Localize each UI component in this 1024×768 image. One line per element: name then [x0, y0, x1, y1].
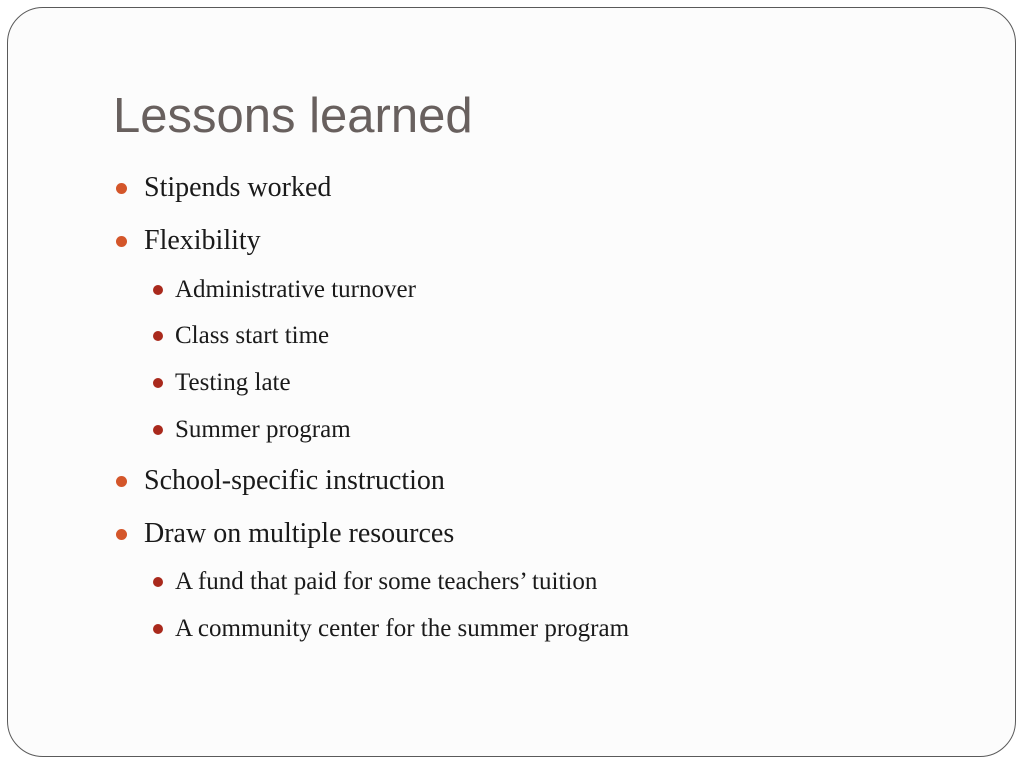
bullet-item — [144, 517, 454, 551]
bullet-dot-icon — [116, 476, 127, 487]
slide-title: Lessons learned — [113, 89, 473, 143]
sub-bullet-text: A fund that paid for some teachers’ tuition — [175, 568, 598, 595]
bullet-dot-icon — [116, 183, 127, 194]
bullet-dot-icon — [116, 236, 127, 247]
sub-bullet-text: A community center for the summer program — [175, 615, 630, 642]
sub-bullet-text: Class start time — [175, 322, 330, 349]
bullet-dot-icon — [153, 378, 163, 388]
sub-bullet-text: Summer program — [175, 416, 351, 443]
sub-bullet-item — [175, 321, 329, 351]
bullet-dot-icon — [153, 425, 163, 435]
bullet-text: Flexibility — [144, 225, 261, 256]
sub-bullet-item — [175, 415, 351, 445]
bullet-item — [144, 464, 445, 498]
bullet-dot-icon — [116, 529, 127, 540]
bullet-text: Draw on multiple resources — [144, 518, 455, 549]
sub-bullet-item — [175, 567, 597, 597]
sub-bullet-item — [175, 275, 416, 305]
bullet-dot-icon — [153, 624, 163, 634]
bullet-dot-icon — [153, 285, 163, 295]
bullet-dot-icon — [153, 577, 163, 587]
sub-bullet-text: Administrative turnover — [175, 276, 416, 303]
bullet-item — [144, 171, 331, 205]
sub-bullet-item — [175, 614, 629, 644]
sub-bullet-text: Testing late — [175, 369, 291, 396]
bullet-item — [144, 224, 261, 258]
bullet-text: Stipends worked — [144, 172, 332, 203]
bullet-dot-icon — [153, 331, 163, 341]
sub-bullet-item — [175, 368, 291, 398]
bullet-text: School-specific instruction — [144, 465, 445, 496]
